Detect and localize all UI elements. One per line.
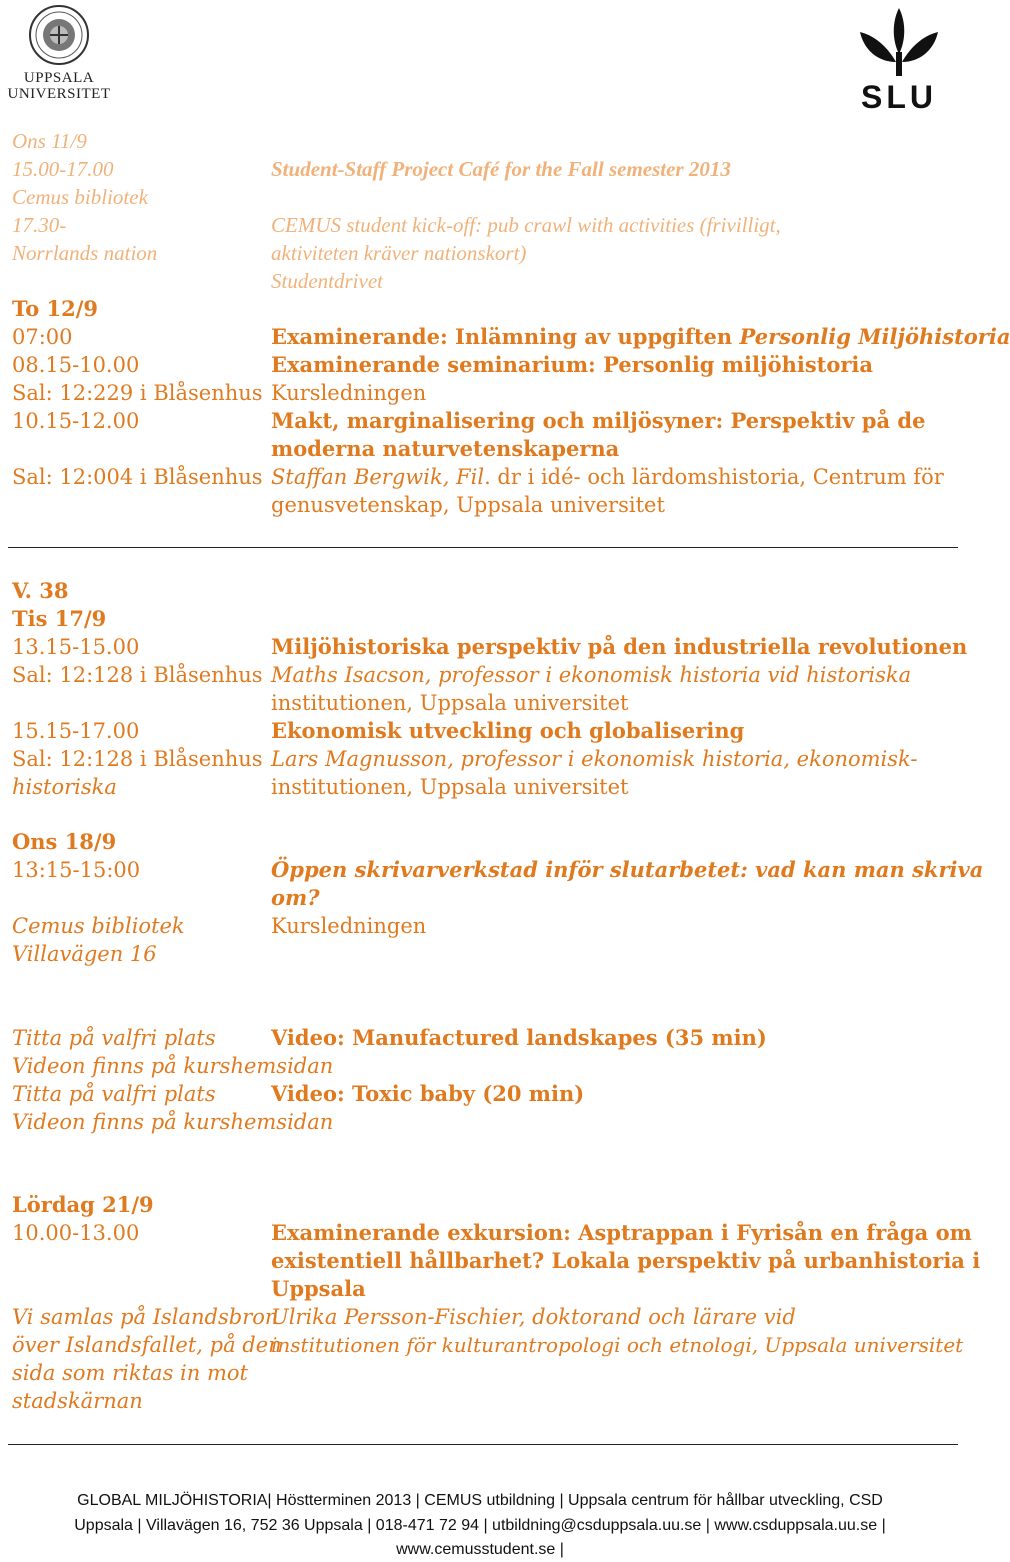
week-38-label: V. 38	[12, 578, 69, 603]
ons-18-title-a: Öppen skrivarverkstad inför slutarbetet: vad kan man skriva	[271, 857, 984, 882]
divider-1	[8, 547, 958, 548]
to-12-sub3b: genusvetenskap, Uppsala universitet	[271, 493, 665, 517]
lordag-21-place-c: sida som riktas in mot	[12, 1361, 248, 1385]
to-12-time3: 10.15-12.00	[12, 409, 140, 433]
lordag-21-title-c: Uppsala	[271, 1276, 366, 1301]
video2-note: Videon finns på kurshemsidan	[12, 1110, 334, 1134]
ons-11-place1: Cemus bibliotek	[12, 185, 148, 209]
tis-17-title2: Ekonomisk utveckling och globalisering	[271, 718, 745, 743]
ons-18-place-a: Cemus bibliotek	[12, 914, 185, 938]
uu-seal-icon	[28, 4, 90, 66]
footer-line3: www.cemusstudent.se |	[396, 1541, 564, 1558]
ons-11-time1: 15.00-17.00	[12, 157, 114, 181]
to-12-title1	[271, 323, 1010, 351]
to-12-time1: 07:00	[12, 325, 73, 349]
divider-2	[8, 1444, 958, 1445]
tis-17-day: Tis 17/9	[12, 606, 107, 631]
to-12-sub2: Kursledningen	[271, 381, 427, 405]
to-12-day: To 12/9	[12, 296, 99, 321]
ons-18-title-b: om?	[271, 885, 320, 910]
to-12-place3: Sal: 12:004 i Blåsenhus	[12, 465, 263, 489]
to-12-place2: Sal: 12:229 i Blåsenhus	[12, 381, 263, 405]
lordag-21-place-a: Vi samlas på Islandsbron	[12, 1305, 279, 1329]
uu-logo-line2: UNIVERSITET	[7, 86, 111, 102]
ons-11-time2: 17.30-	[12, 213, 67, 237]
ons-11-title1: Student-Staff Project Café for the Fall semester 2013	[271, 157, 731, 181]
ons-18-place-b: Villavägen 16	[12, 942, 157, 966]
footer-line1: GLOBAL MILJÖHISTORIA| Höstterminen 2013 | CEMUS utbildning | Uppsala centrum för hållbar utveckling, CSD	[77, 1492, 883, 1509]
slu-logo	[854, 6, 944, 115]
to-12-sub3a-italic: Staffan Bergwik, Fil	[271, 465, 485, 489]
ons-18-day: Ons 18/9	[12, 829, 117, 854]
video1-place: Titta på valfri plats	[12, 1026, 216, 1050]
lordag-21-place-b: över Islandsfallet, på den	[12, 1333, 282, 1357]
to-12-title1-a: Examinerande: Inlämning av uppgiften	[271, 324, 740, 349]
ons-18-time: 13:15-15:00	[12, 858, 141, 882]
uu-logo-line1: UPPSALA	[23, 70, 95, 86]
tis-17-place2b: historiska	[12, 775, 117, 799]
lordag-21-time: 10.00-13.00	[12, 1221, 140, 1245]
tis-17-sub2b: institutionen, Uppsala universitet	[271, 775, 629, 799]
to-12-title2: Examinerande seminarium: Personlig miljöhistoria	[271, 352, 874, 377]
ons-11-day: Ons 11/9	[12, 129, 87, 153]
ons-11-sub2: Studentdrivet	[271, 269, 383, 293]
to-12-sub3a-normal: . dr i idé- och lärdomshistoria, Centrum för	[484, 465, 944, 489]
uppsala-universitet-logo	[4, 4, 114, 102]
tis-17-sub1a: Maths Isacson, professor i ekonomisk historia vid historiska	[271, 663, 912, 687]
lordag-21-title-b: existentiell hållbarhet? Lokala perspektiv på urbanhistoria i	[271, 1248, 981, 1273]
footer-line2: Uppsala | Villavägen 16, 752 36 Uppsala | 018-471 72 94 | utbildning@csduppsala.uu.se | www.csduppsala.uu.se |	[74, 1517, 886, 1534]
tis-17-sub1b: institutionen, Uppsala universitet	[271, 691, 629, 715]
slu-leaf-icon	[856, 6, 942, 78]
ons-11-place2: Norrlands nation	[12, 241, 158, 265]
to-12-title1-b: Personlig Miljöhistoria	[739, 324, 1010, 349]
tis-17-time2: 15.15-17.00	[12, 719, 140, 743]
video1-note: Videon finns på kurshemsidan	[12, 1054, 334, 1078]
ons-18-sub: Kursledningen	[271, 914, 427, 938]
video2-title: Video: Toxic baby (20 min)	[271, 1081, 585, 1106]
tis-17-place2: Sal: 12:128 i Blåsenhus	[12, 747, 263, 771]
lordag-21-place-d: stadskärnan	[12, 1389, 143, 1413]
lordag-21-sub-b: institutionen för kulturantropologi och etnologi, Uppsala universitet	[271, 1333, 964, 1357]
to-12-sub3a	[271, 463, 944, 491]
tis-17-title1: Miljöhistoriska perspektiv på den industriella revolutionen	[271, 634, 968, 659]
to-12-title3a: Makt, marginalisering och miljösyner: Perspektiv på de	[271, 408, 926, 433]
lordag-21-sub-a: Ulrika Persson-Fischier, doktorand och lärare vid	[271, 1305, 796, 1329]
tis-17-sub2a: Lars Magnusson, professor i ekonomisk historia, ekonomisk-	[271, 747, 918, 771]
lordag-21-day: Lördag 21/9	[12, 1192, 154, 1217]
tis-17-place1: Sal: 12:128 i Blåsenhus	[12, 663, 263, 687]
video1-title: Video: Manufactured landskapes (35 min)	[271, 1025, 767, 1050]
lordag-21-title-a: Examinerande exkursion: Asptrappan i Fyrisån en fråga om	[271, 1220, 972, 1245]
to-12-time2: 08.15-10.00	[12, 353, 140, 377]
to-12-title3b: moderna naturvetenskaperna	[271, 436, 620, 461]
slu-logo-text: SLU	[861, 79, 937, 115]
tis-17-time1: 13.15-15.00	[12, 635, 140, 659]
video2-place: Titta på valfri plats	[12, 1082, 216, 1106]
ons-11-title2b: aktiviteten kräver nationskort)	[271, 241, 527, 265]
ons-11-title2a: CEMUS student kick-off: pub crawl with activities (frivilligt,	[271, 213, 781, 237]
